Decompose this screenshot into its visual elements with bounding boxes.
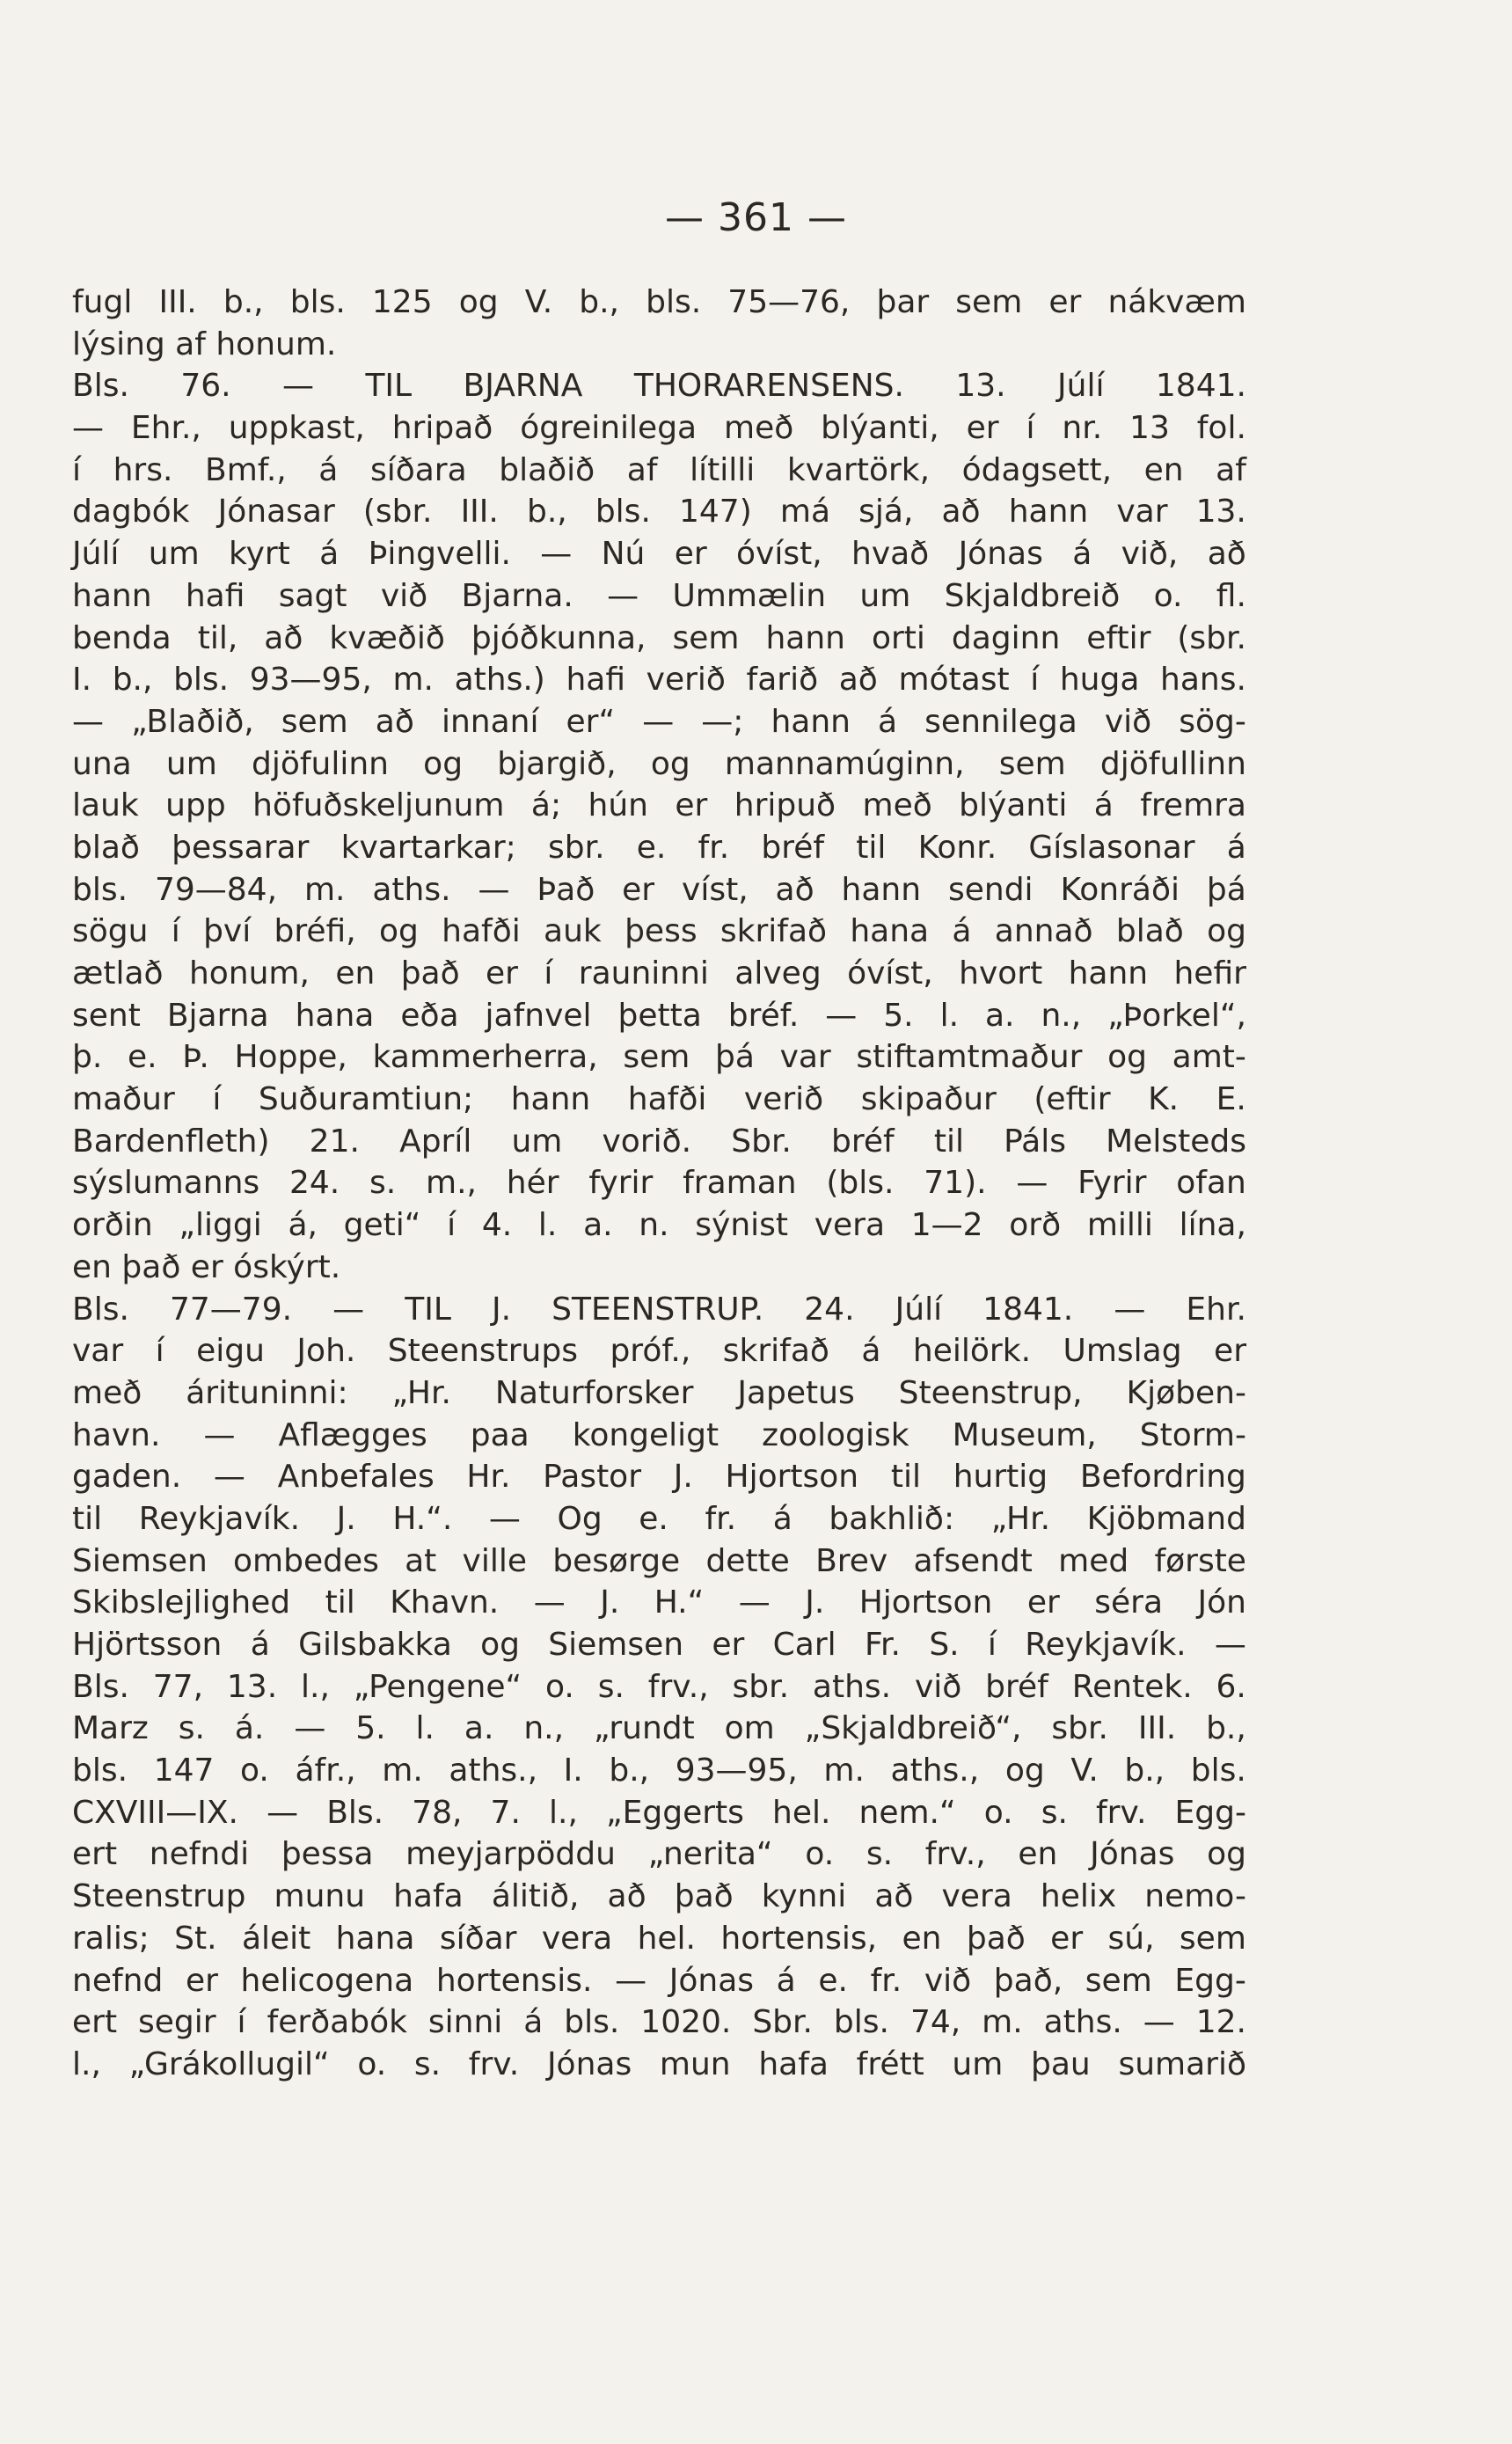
- text-line: benda til, að kvæðið þjóðkunna, sem hann orti daginn eftir (sbr.: [72, 619, 1246, 656]
- text-line: Bls. 77, 13. l., „Pengene“ o. s. frv., sbr. aths. við bréf Rentek. 6.: [72, 1668, 1246, 1705]
- text-line: dagbók Jónasar (sbr. III. b., bls. 147) má sjá, að hann var 13.: [72, 494, 1246, 531]
- text-line: Bls. 77—79. — TIL J. STEENSTRUP. 24. Júlí 1841. — Ehr.: [72, 1291, 1246, 1328]
- text-line: — Ehr., uppkast, hripað ógreinilega með blýanti, er í nr. 13 fol.: [72, 410, 1246, 447]
- text-line: þ. e. Þ. Hoppe, kammerherra, sem þá var stiftamtmaður og amt-: [72, 1039, 1246, 1076]
- text-line: lýsing af honum.: [72, 326, 337, 362]
- text-line: ert nefndi þessa meyjarpöddu „nerita“ o. s. frv., en Jónas og: [72, 1836, 1246, 1873]
- text-line: til Reykjavík. J. H.“. — Og e. fr. á bakhlið: „Hr. Kjöbmand: [72, 1500, 1246, 1537]
- text-line: una um djöfulinn og bjargið, og mannamúginn, sem djöfullinn: [72, 745, 1246, 782]
- text-line: hann hafi sagt við Bjarna. — Ummælin um Skjaldbreið o. fl.: [72, 577, 1246, 614]
- text-line: nefnd er helicogena hortensis. — Jónas á e. fr. við það, sem Egg-: [72, 1962, 1246, 1999]
- text-line: ætlað honum, en það er í rauninni alveg óvíst, hvort hann hefir: [72, 955, 1246, 992]
- text-line: Hjörtsson á Gilsbakka og Siemsen er Carl Fr. S. í Reykjavík. —: [72, 1627, 1246, 1663]
- page-number: — 361 —: [665, 195, 847, 240]
- text-line: ralis; St. áleit hana síðar vera hel. hortensis, en það er sú, sem: [72, 1920, 1246, 1957]
- text-line: sent Bjarna hana eða jafnvel þetta bréf. — 5. l. a. n., „Þorkel“,: [72, 997, 1246, 1034]
- text-line: Steenstrup munu hafa álitið, að það kynni að vera helix nemo-: [72, 1878, 1246, 1915]
- text-line: bls. 79—84, m. aths. — Það er víst, að hann sendi Konráði þá: [72, 871, 1246, 908]
- text-line: — „Blaðið, sem að innaní er“ — —; hann á sennilega við sög-: [72, 703, 1246, 740]
- text-line: í hrs. Bmf., á síðara blaðið af lítilli kvartörk, ódagsett, en af: [72, 451, 1246, 488]
- text-line: blað þessarar kvartarkar; sbr. e. fr. bréf til Konr. Gíslasonar á: [72, 829, 1246, 866]
- text-line: CXVIII—IX. — Bls. 78, 7. l., „Eggerts hel. nem.“ o. s. frv. Egg-: [72, 1794, 1246, 1831]
- body-text: [72, 282, 1246, 2086]
- text-line: Siemsen ombedes at ville besørge dette Brev afsendt med første: [72, 1542, 1246, 1579]
- text-line: var í eigu Joh. Steenstrups próf., skrifað á heilörk. Umslag er: [72, 1333, 1246, 1370]
- text-line: Skibslejlighed til Khavn. — J. H.“ — J. Hjortson er séra Jón: [72, 1584, 1246, 1621]
- text-line: sögu í því bréfi, og hafði auk þess skrifað hana á annað blað og: [72, 913, 1246, 950]
- text-line: Júlí um kyrt á Þingvelli. — Nú er óvíst, hvað Jónas á við, að: [72, 536, 1246, 573]
- text-line: havn. — Aflægges paa kongeligt zoologisk Museum, Storm-: [72, 1416, 1246, 1453]
- text-line: Marz s. á. — 5. l. a. n., „rundt om „Skjaldbreið“, sbr. III. b.,: [72, 1710, 1246, 1747]
- text-line: lauk upp höfuðskeljunum á; hún er hripuð með blýanti á fremra: [72, 787, 1246, 824]
- text-line: bls. 147 o. áfr., m. aths., I. b., 93—95, m. aths., og V. b., bls.: [72, 1753, 1246, 1789]
- text-line: l., „Grákollugil“ o. s. frv. Jónas mun hafa frétt um þau sumarið: [72, 2045, 1246, 2082]
- text-line: orðin „liggi á, geti“ í 4. l. a. n. sýnist vera 1—2 orð milli lína,: [72, 1207, 1246, 1244]
- text-line: I. b., bls. 93—95, m. aths.) hafi verið farið að mótast í huga hans.: [72, 662, 1246, 699]
- text-line: en það er óskýrt.: [72, 1248, 341, 1285]
- text-line: sýslumanns 24. s. m., hér fyrir framan (bls. 71). — Fyrir ofan: [72, 1165, 1246, 1202]
- text-line: Bls. 76. — TIL BJARNA THORARENSENS. 13. Júlí 1841.: [72, 368, 1246, 405]
- text-line: maður í Suðuramtiun; hann hafði verið skipaður (eftir K. E.: [72, 1081, 1246, 1118]
- text-line: með árituninni: „Hr. Naturforsker Japetus Steenstrup, Kjøben-: [72, 1374, 1246, 1411]
- text-line: ert segir í ferðabók sinni á bls. 1020. Sbr. bls. 74, m. aths. — 12.: [72, 2004, 1246, 2041]
- text-line: fugl III. b., bls. 125 og V. b., bls. 75—76, þar sem er nákvæm: [72, 284, 1246, 320]
- text-line: gaden. — Anbefales Hr. Pastor J. Hjortson til hurtig Befordring: [72, 1459, 1246, 1496]
- text-line: Bardenfleth) 21. Apríl um vorið. Sbr. bréf til Páls Melsteds: [72, 1123, 1246, 1160]
